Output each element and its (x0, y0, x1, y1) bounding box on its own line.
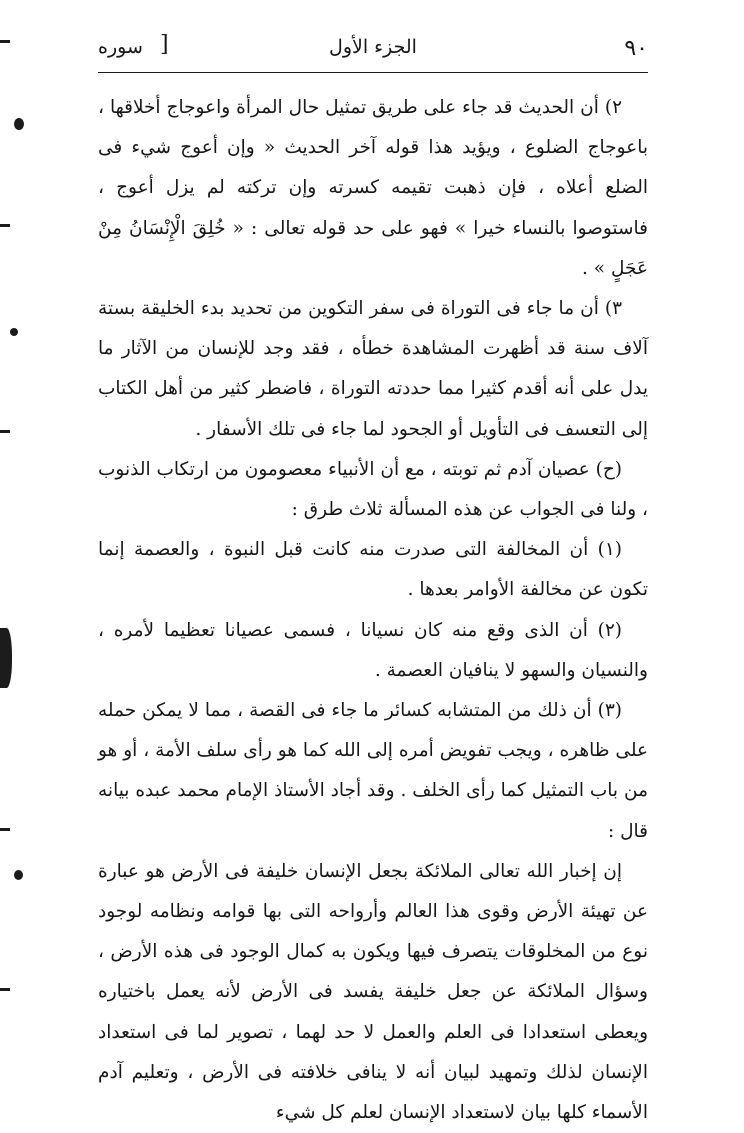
scan-mark (0, 828, 10, 831)
header-bracket: [ (160, 32, 169, 57)
scan-mark (0, 628, 12, 688)
page-body (98, 88, 648, 1133)
paragraph-section-h: (ح) عصيان آدم ثم توبته ، مع أن الأنبياء معصومون من ارتكاب الذنوب ، ولنا فى الجواب عن هذه المسألة ثلاث طرق : (98, 458, 648, 521)
scan-mark (10, 328, 18, 336)
paragraph-point-3: ٣) أن ما جاء فى التوراة فى سفر التكوين من تحديد بدء الخليقة بستة آلاف سنة قد أظهرت المشاهدة خطأه ، فقد وجد للإنسان من الآثار ما يدل على أنه أقدم كثيرا مما حددته التوراة ، فاضطر كثير من أهل الكتاب إلى التعسف فى التأويل أو الجحود لما جاء فى تلك الأسفار . (98, 298, 648, 440)
scan-mark (14, 870, 23, 880)
scan-mark (0, 40, 10, 43)
page-number: ٩٠ (624, 36, 648, 61)
page-header (98, 30, 648, 70)
scan-mark (0, 224, 10, 227)
paragraph-answer-2: (٢) أن الذى وقع منه كان نسيانا ، فسمى عصيانا تعظيما لأمره ، والنسيان والسهو لا ينافيان العصمة . (98, 619, 648, 681)
surah-label: سوره (98, 36, 143, 58)
scan-mark (14, 118, 24, 130)
scan-mark (0, 430, 10, 433)
paragraph-answer-3: (٣) أن ذلك من المتشابه كسائر ما جاء فى القصة ، مما لا يمكن حمله على ظاهره ، ويجب تفويض أمره إلى الله كما هو رأى سلف الأمة ، أو هو من باب التمثيل كما رأى الخلف . وقد أجاد الأستاذ الإمام محمد عبده بيانه قال : (98, 700, 648, 842)
paragraph-answer-1: (١) أن المخالفة التى صدرت منه كانت قبل النبوة ، والعصمة إنما تكون عن مخالفة الأوامر بعدها . (98, 539, 648, 601)
running-title: الجزء الأول (329, 36, 417, 58)
header-rule (98, 72, 648, 73)
paragraph-point-2: ٢) أن الحديث قد جاء على طريق تمثيل حال المرأة واعوجاج أخلاقها ، باعوجاج الضلوع ، ويؤيد هذا قوله آخر الحديث « وإن أعوج شيء فى الضلع أعلاه ، فإن ذهبت تقيمه كسرته وإن تركته لم يزل أعوج ، فاستوصوا بالنساء خيرا » فهو على حد قوله تعالى : « خُلِقَ الْإِنْسَانُ مِنْ عَجَلٍ » . (98, 97, 648, 279)
scan-mark (0, 988, 10, 991)
paragraph-quote: إن إخبار الله تعالى الملائكة بجعل الإنسان خليفة فى الأرض هو عبارة عن تهيئة الأرض وقوى هذا العالم وأرواحه التى بها قوامه ونظامه لوجود نوع من المخلوقات يتصرف فيها ويكون به كمال الوجود فى هذه الأرض ، وسؤال الملائكة عن جعل خليفة يفسد فى الأرض لأنه يعمل باختياره ويعطى استعدادا فى العلم والعمل لا حد لهما ، تصوير لما فى استعداد الإنسان لذلك وتمهيد لبيان أنه لا ينافى خلافته فى الأرض ، وتعليم آدم الأسماء كلها بيان لاستعداد الإنسان لعلم كل شيء (98, 860, 648, 1124)
